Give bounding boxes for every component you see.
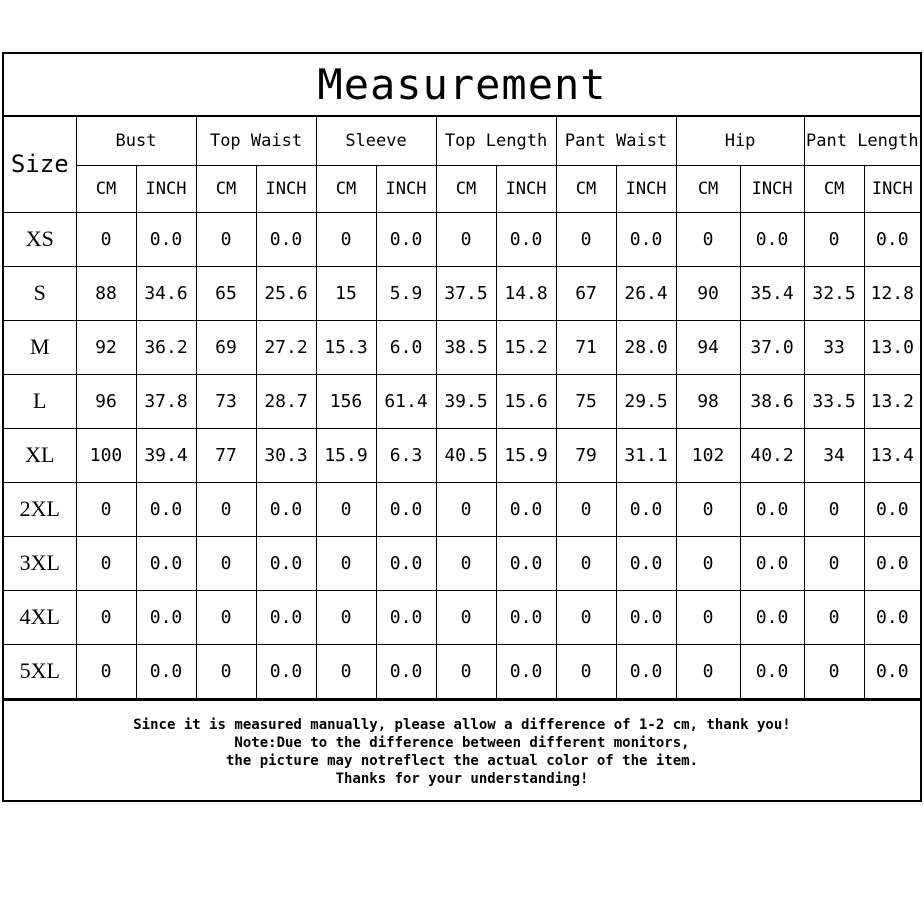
value-inch: 0.0 <box>740 536 804 590</box>
value-cm: 67 <box>556 266 616 320</box>
value-cm: 0 <box>556 590 616 644</box>
value-inch: 0.0 <box>616 482 676 536</box>
value-inch: 0.0 <box>136 644 196 698</box>
value-cm: 69 <box>196 320 256 374</box>
unit-header-inch: INCH <box>376 165 436 212</box>
unit-header-inch: INCH <box>616 165 676 212</box>
value-inch: 12.8 <box>864 266 920 320</box>
value-inch: 0.0 <box>616 590 676 644</box>
value-cm: 0 <box>676 482 740 536</box>
value-inch: 38.6 <box>740 374 804 428</box>
measurement-table <box>4 117 920 699</box>
value-inch: 6.0 <box>376 320 436 374</box>
value-inch: 0.0 <box>496 536 556 590</box>
value-inch: 0.0 <box>616 536 676 590</box>
unit-header-cm: CM <box>676 165 740 212</box>
value-cm: 75 <box>556 374 616 428</box>
value-cm: 0 <box>804 536 864 590</box>
group-header-top-length: Top Length <box>436 117 556 165</box>
value-inch: 0.0 <box>376 482 436 536</box>
value-cm: 0 <box>76 590 136 644</box>
value-cm: 71 <box>556 320 616 374</box>
value-cm: 79 <box>556 428 616 482</box>
unit-header-cm: CM <box>556 165 616 212</box>
value-cm: 32.5 <box>804 266 864 320</box>
value-cm: 0 <box>316 590 376 644</box>
value-cm: 0 <box>676 536 740 590</box>
value-inch: 0.0 <box>256 644 316 698</box>
value-cm: 0 <box>804 644 864 698</box>
notice <box>4 699 920 803</box>
value-inch: 6.3 <box>376 428 436 482</box>
value-cm: 0 <box>436 212 496 266</box>
table-row <box>4 536 920 590</box>
unit-header-cm: CM <box>436 165 496 212</box>
size-chart <box>2 52 922 802</box>
value-inch: 31.1 <box>616 428 676 482</box>
value-cm: 0 <box>804 212 864 266</box>
value-inch: 0.0 <box>136 212 196 266</box>
size-label: 3XL <box>4 536 76 590</box>
size-label: S <box>4 266 76 320</box>
value-inch: 0.0 <box>256 482 316 536</box>
value-inch: 0.0 <box>740 212 804 266</box>
unit-header-cm: CM <box>316 165 376 212</box>
value-cm: 0 <box>76 644 136 698</box>
table-row <box>4 320 920 374</box>
value-inch: 26.4 <box>616 266 676 320</box>
value-cm: 0 <box>556 536 616 590</box>
value-inch: 0.0 <box>376 590 436 644</box>
value-cm: 0 <box>196 536 256 590</box>
value-cm: 0 <box>76 536 136 590</box>
value-cm: 98 <box>676 374 740 428</box>
value-inch: 0.0 <box>496 590 556 644</box>
size-label: 5XL <box>4 644 76 698</box>
value-inch: 37.8 <box>136 374 196 428</box>
size-label: L <box>4 374 76 428</box>
value-cm: 39.5 <box>436 374 496 428</box>
value-cm: 0 <box>76 212 136 266</box>
value-cm: 73 <box>196 374 256 428</box>
value-cm: 0 <box>436 590 496 644</box>
value-cm: 92 <box>76 320 136 374</box>
table-row <box>4 482 920 536</box>
value-inch: 0.0 <box>864 212 920 266</box>
value-cm: 102 <box>676 428 740 482</box>
value-cm: 33 <box>804 320 864 374</box>
notice-line: Note:Due to the difference between different monitors, <box>234 734 690 751</box>
value-inch: 0.0 <box>136 482 196 536</box>
value-inch: 0.0 <box>376 644 436 698</box>
value-inch: 15.9 <box>496 428 556 482</box>
value-cm: 0 <box>436 482 496 536</box>
unit-header-row <box>4 165 920 212</box>
value-inch: 25.6 <box>256 266 316 320</box>
group-header-sleeve: Sleeve <box>316 117 436 165</box>
group-header-bust: Bust <box>76 117 196 165</box>
value-inch: 15.6 <box>496 374 556 428</box>
size-label: M <box>4 320 76 374</box>
value-cm: 0 <box>196 644 256 698</box>
value-inch: 0.0 <box>740 482 804 536</box>
group-header-hip: Hip <box>676 117 804 165</box>
unit-header-cm: CM <box>196 165 256 212</box>
value-inch: 0.0 <box>740 590 804 644</box>
value-inch: 0.0 <box>136 536 196 590</box>
unit-header-inch: INCH <box>740 165 804 212</box>
value-cm: 0 <box>436 536 496 590</box>
group-header-row <box>4 117 920 165</box>
value-inch: 0.0 <box>864 536 920 590</box>
value-inch: 0.0 <box>864 590 920 644</box>
value-cm: 0 <box>556 644 616 698</box>
size-label: XL <box>4 428 76 482</box>
unit-header-inch: INCH <box>496 165 556 212</box>
value-inch: 14.8 <box>496 266 556 320</box>
value-inch: 34.6 <box>136 266 196 320</box>
value-inch: 35.4 <box>740 266 804 320</box>
value-cm: 90 <box>676 266 740 320</box>
size-label: 4XL <box>4 590 76 644</box>
value-inch: 61.4 <box>376 374 436 428</box>
value-cm: 77 <box>196 428 256 482</box>
group-header-pant-waist: Pant Waist <box>556 117 676 165</box>
value-cm: 100 <box>76 428 136 482</box>
value-inch: 13.4 <box>864 428 920 482</box>
value-cm: 15.3 <box>316 320 376 374</box>
value-inch: 0.0 <box>136 590 196 644</box>
value-cm: 33.5 <box>804 374 864 428</box>
value-inch: 28.7 <box>256 374 316 428</box>
value-inch: 40.2 <box>740 428 804 482</box>
value-inch: 37.0 <box>740 320 804 374</box>
value-cm: 96 <box>76 374 136 428</box>
value-inch: 0.0 <box>496 212 556 266</box>
value-inch: 27.2 <box>256 320 316 374</box>
table-row <box>4 644 920 698</box>
value-inch: 15.2 <box>496 320 556 374</box>
value-inch: 0.0 <box>740 644 804 698</box>
value-inch: 0.0 <box>496 482 556 536</box>
value-cm: 0 <box>436 644 496 698</box>
value-cm: 0 <box>316 644 376 698</box>
unit-header-cm: CM <box>76 165 136 212</box>
size-label: 2XL <box>4 482 76 536</box>
value-cm: 88 <box>76 266 136 320</box>
value-inch: 29.5 <box>616 374 676 428</box>
value-cm: 0 <box>804 590 864 644</box>
value-cm: 94 <box>676 320 740 374</box>
value-cm: 0 <box>196 590 256 644</box>
value-inch: 0.0 <box>864 644 920 698</box>
group-header-pant-length: Pant Length <box>804 117 920 165</box>
table-row <box>4 212 920 266</box>
value-inch: 13.2 <box>864 374 920 428</box>
value-inch: 30.3 <box>256 428 316 482</box>
value-cm: 0 <box>804 482 864 536</box>
table-row <box>4 590 920 644</box>
value-inch: 0.0 <box>616 212 676 266</box>
value-inch: 0.0 <box>496 644 556 698</box>
value-cm: 0 <box>76 482 136 536</box>
value-inch: 5.9 <box>376 266 436 320</box>
value-cm: 37.5 <box>436 266 496 320</box>
value-cm: 0 <box>676 644 740 698</box>
value-cm: 0 <box>196 482 256 536</box>
value-inch: 0.0 <box>376 536 436 590</box>
value-cm: 0 <box>196 212 256 266</box>
value-cm: 0 <box>556 482 616 536</box>
table-row <box>4 374 920 428</box>
value-cm: 0 <box>316 482 376 536</box>
value-cm: 15 <box>316 266 376 320</box>
value-inch: 0.0 <box>616 644 676 698</box>
value-inch: 0.0 <box>256 536 316 590</box>
value-cm: 38.5 <box>436 320 496 374</box>
unit-header-inch: INCH <box>136 165 196 212</box>
unit-header-cm: CM <box>804 165 864 212</box>
value-inch: 0.0 <box>376 212 436 266</box>
value-inch: 0.0 <box>864 482 920 536</box>
value-cm: 0 <box>676 590 740 644</box>
value-cm: 65 <box>196 266 256 320</box>
value-inch: 0.0 <box>256 212 316 266</box>
value-cm: 34 <box>804 428 864 482</box>
table-row <box>4 428 920 482</box>
unit-header-inch: INCH <box>864 165 920 212</box>
value-cm: 0 <box>316 212 376 266</box>
table-row <box>4 266 920 320</box>
group-header-top-waist: Top Waist <box>196 117 316 165</box>
value-cm: 0 <box>316 536 376 590</box>
value-inch: 28.0 <box>616 320 676 374</box>
table-body <box>4 212 920 698</box>
notice-line: Thanks for your understanding! <box>335 770 589 787</box>
value-inch: 0.0 <box>256 590 316 644</box>
value-inch: 13.0 <box>864 320 920 374</box>
value-inch: 36.2 <box>136 320 196 374</box>
value-cm: 15.9 <box>316 428 376 482</box>
value-inch: 39.4 <box>136 428 196 482</box>
notice-line: Since it is measured manually, please allow a difference of 1-2 cm, thank you! <box>133 716 791 733</box>
value-cm: 0 <box>556 212 616 266</box>
size-label: XS <box>4 212 76 266</box>
chart-title: Measurement <box>4 54 920 117</box>
unit-header-inch: INCH <box>256 165 316 212</box>
notice-line: the picture may notreflect the actual color of the item. <box>225 752 698 769</box>
value-cm: 40.5 <box>436 428 496 482</box>
value-cm: 156 <box>316 374 376 428</box>
size-header: Size <box>4 117 76 212</box>
value-cm: 0 <box>676 212 740 266</box>
